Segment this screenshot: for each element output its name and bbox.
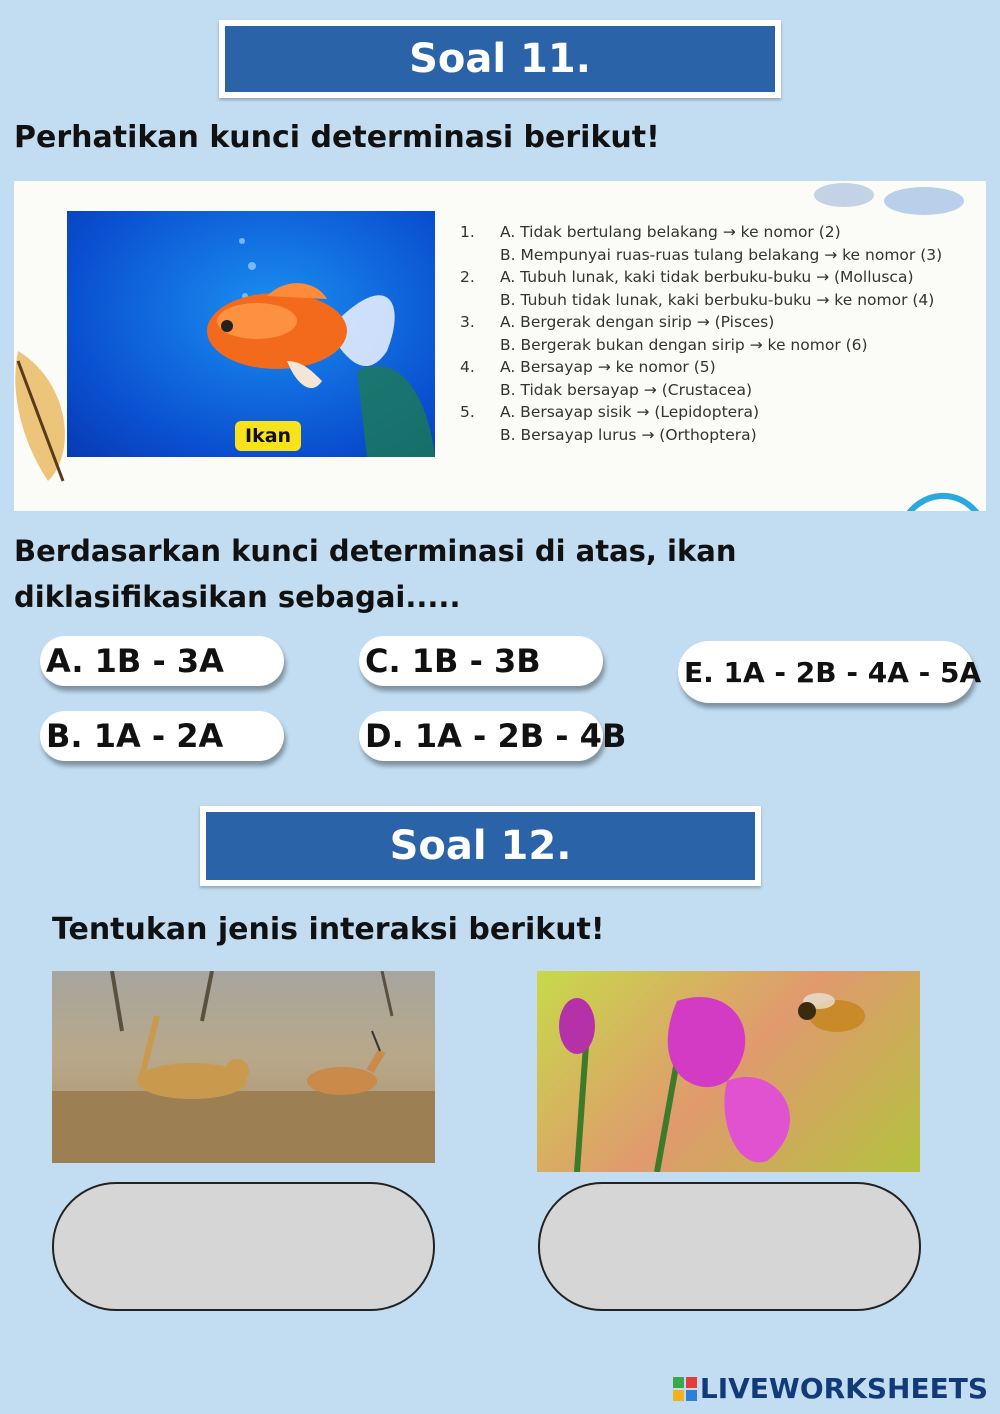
- soal-12-title: Soal 12.: [389, 823, 572, 869]
- key-row-3b: [460, 334, 942, 357]
- soal-11-banner: [219, 20, 781, 98]
- option-c-button[interactable]: C. 1B - 3B: [359, 636, 603, 686]
- key-row-2b: [460, 289, 942, 312]
- bee-flower-icon: [537, 971, 920, 1172]
- soal-11-title: Soal 11.: [409, 36, 591, 82]
- soal-11-question: Berdasarkan kunci determinasi di atas, ikan diklasifikasikan sebagai.....: [14, 534, 737, 614]
- answer-box-1[interactable]: [52, 1182, 435, 1311]
- option-b-button[interactable]: B. 1A - 2A: [40, 711, 284, 761]
- answer-box-2[interactable]: [538, 1182, 921, 1311]
- key-text: A. Bergerak dengan sirip → (Pisces): [500, 313, 775, 331]
- determination-key-image: [14, 181, 986, 511]
- key-row-5b: [460, 424, 942, 447]
- key-number: 2.: [460, 268, 475, 286]
- key-row-3a: [460, 311, 942, 334]
- key-number: 4.: [460, 358, 475, 376]
- fish-label: Ikan: [235, 421, 301, 451]
- bee-flower-photo: [537, 971, 920, 1172]
- key-text: A. Bersayap sisik → (Lepidoptera): [500, 403, 760, 421]
- key-row-4b: [460, 379, 942, 402]
- key-text: B. Mempunyai ruas-ruas tulang belakang → ke nomor (3): [500, 245, 943, 264]
- key-number: 3.: [460, 313, 475, 331]
- key-row-4a: [460, 356, 942, 379]
- key-number: 1.: [460, 223, 475, 241]
- option-d-button[interactable]: D. 1A - 2B - 4B: [359, 711, 603, 761]
- key-text: B. Tidak bersayap → (Crustacea): [500, 380, 753, 399]
- soal-11-instruction: Perhatikan kunci determinasi berikut!: [14, 120, 660, 155]
- swirl-decoration-icon: [899, 486, 986, 511]
- key-text: A. Tidak bertulang belakang → ke nomor (2): [500, 223, 841, 241]
- liveworksheets-brand: [673, 1372, 988, 1405]
- key-row-5a: [460, 401, 942, 424]
- key-text: B. Bergerak bukan dengan sirip → ke nomor (6): [500, 335, 868, 354]
- key-row-1b: [460, 244, 942, 267]
- key-text: A. Bersayap → ke nomor (5): [500, 358, 716, 376]
- key-row-2a: [460, 266, 942, 289]
- brand-label: LIVEWORKSHEETS: [699, 1372, 988, 1405]
- soal-12-instruction: Tentukan jenis interaksi berikut!: [52, 912, 605, 947]
- key-text: A. Tubuh lunak, kaki tidak berbuku-buku → (Mollusca): [500, 268, 914, 286]
- splash-decoration-icon: [784, 181, 984, 221]
- goldfish-photo: [67, 211, 435, 457]
- determination-key-list: [460, 221, 942, 446]
- liveworksheets-logo-icon: [673, 1377, 697, 1401]
- key-number: 5.: [460, 403, 475, 421]
- cheetah-gazelle-photo: [52, 971, 435, 1163]
- option-e-button[interactable]: E. 1A - 2B - 4A - 5A: [678, 641, 974, 703]
- option-a-button[interactable]: A. 1B - 3A: [40, 636, 284, 686]
- key-text: B. Tubuh tidak lunak, kaki berbuku-buku → ke nomor (4): [500, 290, 935, 309]
- key-text: B. Bersayap lurus → (Orthoptera): [500, 425, 757, 444]
- cheetah-gazelle-icon: [52, 971, 435, 1163]
- soal-12-banner: [200, 806, 761, 886]
- key-row-1a: [460, 221, 942, 244]
